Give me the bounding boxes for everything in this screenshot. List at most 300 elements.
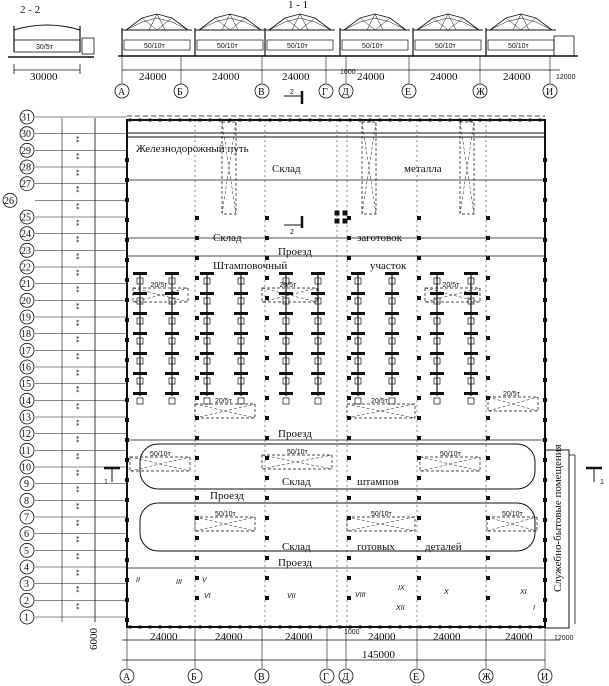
section-1-1-axis-label: И [546,87,554,98]
svg-text:⁑: ⁑ [76,237,80,245]
svg-text:⁑: ⁑ [76,587,80,595]
bay-dimension: 24000 [215,631,243,643]
column [239,626,242,629]
column [195,496,199,500]
column [486,576,490,580]
label-passage-4: Проезд [278,557,312,569]
column [486,496,490,500]
column [519,626,522,629]
press [430,292,444,295]
column [195,556,199,560]
label-stamping-b: участок [370,260,407,272]
column [543,298,547,302]
column [125,338,129,342]
bay-dimension: 24000 [433,631,461,643]
crane-runway [488,391,538,411]
column [149,119,152,122]
press [385,292,399,295]
column [529,626,532,629]
section-1-1-axis-label: Ж [476,87,485,98]
crane-label: 50/10т [215,511,236,518]
column [219,626,222,629]
column [417,596,421,600]
bay-dimension: 24000 [368,631,396,643]
column [347,496,351,500]
column [309,626,312,629]
label-dies-store-b: штампов [357,476,399,488]
press [385,312,399,315]
press-line [279,272,293,404]
column [179,119,182,122]
column [329,119,332,122]
section-1-1-axis-label: Г [322,87,328,98]
column [529,119,532,122]
svg-text:⁑: ⁑ [76,571,80,578]
roman-numeral: V [202,577,207,584]
press [385,332,399,335]
column [543,418,547,422]
column [417,356,421,360]
column [125,238,129,242]
roman-numeral: X [444,589,449,596]
press [165,312,179,315]
row-axis-label: 22 [21,262,31,274]
column [347,556,351,560]
section-1-1-crane: 50/10т [362,43,383,50]
column [347,356,351,360]
column [347,276,351,280]
column [159,119,162,122]
press [351,352,365,355]
column [125,218,129,222]
column [419,119,422,122]
section-1-1-crane: 50/10т [287,43,308,50]
column [189,119,192,122]
column [139,626,142,629]
press [430,352,444,355]
label-finished-c: деталей [425,541,462,553]
offset-dimension: 1000 [344,629,360,636]
column [265,376,269,380]
press [464,352,478,355]
column [439,119,442,122]
column [486,216,490,220]
press [430,332,444,335]
column [125,298,129,302]
column [329,626,332,629]
press [165,332,179,335]
column [279,119,282,122]
row-axis-label: 10 [21,462,31,474]
column [343,219,348,224]
column-axis-label: И [541,672,549,683]
press [464,272,478,275]
press [311,332,325,335]
press [165,292,179,295]
column [125,538,129,542]
column [265,476,269,480]
svg-text:⁑: ⁑ [76,337,80,345]
section-1-1-bay [195,14,265,83]
press [234,332,248,335]
row-axis-label: 25 [21,212,31,224]
column [417,576,421,580]
column [417,396,421,400]
crane-runway [195,511,255,531]
svg-text:⁑: ⁑ [76,387,80,395]
column [265,336,269,340]
row-axis-label: 29 [21,145,31,157]
crane-runway [487,511,537,531]
section-1-1-axis-label: Е [405,87,412,98]
column [265,416,269,420]
column [349,119,352,122]
column [195,436,199,440]
press-line [200,272,214,404]
column [469,119,472,122]
label-passage-2: Проезд [278,428,312,440]
column [409,119,412,122]
section-1-1-span: 24000 [282,71,310,83]
press [311,392,325,395]
section-1-1-span: 24000 [503,71,531,83]
column [265,576,269,580]
press [165,392,179,395]
column [347,476,351,480]
press [279,352,293,355]
column [419,626,422,629]
column [347,316,351,320]
column [265,296,269,300]
column [265,536,269,540]
column [195,456,199,460]
column [347,576,351,580]
press [200,312,214,315]
column [439,626,442,629]
column [125,178,129,182]
column [499,119,502,122]
row-axis-label: 17 [21,345,31,357]
column [299,626,302,629]
column [389,626,392,629]
column [249,119,252,122]
label-railway: Железнодорожный путь [136,143,249,155]
section-1-1-crane: 50/10т [508,43,529,50]
column [195,596,199,600]
press [133,292,147,295]
crane-runway [420,451,480,471]
press [279,372,293,375]
press [133,372,147,375]
column [539,626,542,629]
crane-label: 50/10т [287,449,308,456]
column [169,626,172,629]
column [125,378,129,382]
row-axis-label: 15 [21,379,31,391]
svg-text:⁑: ⁑ [76,521,80,528]
press [200,352,214,355]
column [265,216,269,220]
column [399,626,402,629]
label-blanks-store-b: заготовок [357,232,402,244]
svg-text:⁑: ⁑ [76,354,80,362]
row-axis-label: 6 [24,529,29,541]
press [133,312,147,315]
column [209,626,212,629]
crane-runway [460,122,474,214]
column [259,626,262,629]
column [543,258,547,262]
column [265,596,269,600]
column [417,216,421,220]
row-axis-label: 21 [21,279,31,291]
column [125,558,129,562]
press [234,352,248,355]
plan [3,89,604,683]
press [430,272,444,275]
column [179,626,182,629]
column-axis-label: Д [342,672,349,683]
press [351,312,365,315]
roman-numeral: XI [520,589,527,596]
column [417,496,421,500]
press [430,372,444,375]
svg-text:⁑: ⁑ [76,537,80,545]
section-1-1-bay [265,14,335,83]
column [125,398,129,402]
svg-text:⁑: ⁑ [76,154,80,162]
crane-runway [347,398,415,418]
column-axis-label: Б [191,672,197,683]
bay-dimension: 24000 [505,631,533,643]
column [265,556,269,560]
column [543,178,547,182]
press [464,312,478,315]
column [239,119,242,122]
svg-text:⁑: ⁑ [76,454,80,462]
column [265,516,269,520]
column [269,119,272,122]
column [129,119,132,122]
section-1-1-span: 24000 [357,71,385,83]
svg-text:⁑: ⁑ [76,437,80,445]
press [200,392,214,395]
column [195,216,199,220]
column [486,596,490,600]
press [464,332,478,335]
column [125,618,129,622]
column [417,336,421,340]
crane-runway [362,122,376,214]
column [149,626,152,629]
section-1-1-span: 24000 [212,71,240,83]
press-line [351,272,365,404]
column [195,516,199,520]
press [464,292,478,295]
row-axis-label: 30 [21,129,31,141]
svg-text:⁑: ⁑ [76,371,80,378]
section-2-2-crane: 30/5т [36,44,53,51]
label-finished-b: готовых [357,541,395,553]
svg-text:2: 2 [290,89,294,96]
svg-text:⁑: ⁑ [76,204,80,212]
column [543,318,547,322]
column [449,119,452,122]
svg-text:⁑: ⁑ [76,421,80,428]
roman-numeral: XII [396,605,405,612]
press [200,332,214,335]
column [417,236,421,240]
roman-numeral: II [136,577,140,584]
press [133,352,147,355]
column [265,456,269,460]
column [265,356,269,360]
column [195,536,199,540]
press [200,372,214,375]
column [417,296,421,300]
column [347,396,351,400]
crane-label: 50/10т [440,451,461,458]
column [459,626,462,629]
svg-text:⁑: ⁑ [76,304,80,312]
column [449,626,452,629]
column [125,278,129,282]
column [359,119,362,122]
column [229,626,232,629]
label-passage-3: Проезд [210,490,244,502]
press [351,272,365,275]
column [489,626,492,629]
column [125,458,129,462]
press-line [133,272,147,404]
section-1-1-axis-label: Б [177,87,183,98]
section-2-2 [8,4,94,83]
section-1-1-bay [122,14,192,83]
row-axis-label: 16 [21,362,31,374]
column [125,478,129,482]
column [195,236,199,240]
label-dies-store-a: Склад [282,476,311,488]
column [249,626,252,629]
column [479,626,482,629]
column [486,276,490,280]
press [279,392,293,395]
column [347,436,351,440]
row-axis-label: 7 [24,512,29,524]
column [486,356,490,360]
svg-text:⁑: ⁑ [76,137,80,145]
press-line [385,272,399,404]
crane-label: 50/10т [502,511,523,518]
label-finished-a: Склад [282,541,311,553]
press [279,332,293,335]
section-1-1-title: 1 - 1 [288,0,309,11]
press [165,272,179,275]
section-1-1 [115,0,578,98]
svg-text:⁑: ⁑ [76,321,80,328]
label-metal-store-b: металла [404,163,442,175]
row-pitch-dimension: 6000 [88,628,100,650]
column [539,119,542,122]
press [430,392,444,395]
bay-dimension: 24000 [285,631,313,643]
column [195,296,199,300]
crane-label: 20/5т [503,391,520,398]
column [265,236,269,240]
column [125,418,129,422]
press [430,312,444,315]
column [509,626,512,629]
column [379,626,382,629]
row-axis-label: 23 [21,245,31,257]
row-axis-label: 19 [21,312,31,324]
column [489,119,492,122]
column [499,626,502,629]
crane-label: 20/5т [279,282,297,289]
column [486,336,490,340]
row-axis-label: 28 [21,162,31,174]
column [125,258,129,262]
column [319,626,322,629]
section-1-1-offset: 1000 [340,69,356,76]
column [319,119,322,122]
column [347,336,351,340]
column [125,598,129,602]
row-axis-label: 5 [24,545,29,557]
press [311,272,325,275]
column [543,218,547,222]
svg-text:⁑: ⁑ [76,221,80,228]
press [279,312,293,315]
column [429,119,432,122]
column-axis-label: Е [413,672,420,683]
column [417,516,421,520]
svg-text:⁑: ⁑ [76,271,80,278]
bay-dimension: 24000 [150,631,178,643]
press [311,352,325,355]
column [486,536,490,540]
column-axis-label: А [123,672,131,683]
column [289,626,292,629]
press [464,392,478,395]
column [486,296,490,300]
press [279,272,293,275]
crane-label: 20/5т [442,282,460,289]
column [125,518,129,522]
row-axis-label: 9 [24,479,29,491]
column [347,296,351,300]
column [479,119,482,122]
column [195,256,199,260]
column [309,119,312,122]
press [279,292,293,295]
svg-text:⁑: ⁑ [76,187,80,195]
column [299,119,302,122]
svg-text:⁑: ⁑ [76,604,80,612]
column [265,276,269,280]
press [133,392,147,395]
column [199,119,202,122]
press [165,352,179,355]
column [347,376,351,380]
roman-numeral: IX [398,585,405,592]
row-axis-label: 1 [24,612,29,624]
column [339,119,342,122]
svg-text:⁑: ⁑ [76,504,80,512]
column [195,276,199,280]
label-blanks-store-a: Склад [213,232,242,244]
row-axis-label: 27 [21,179,31,191]
